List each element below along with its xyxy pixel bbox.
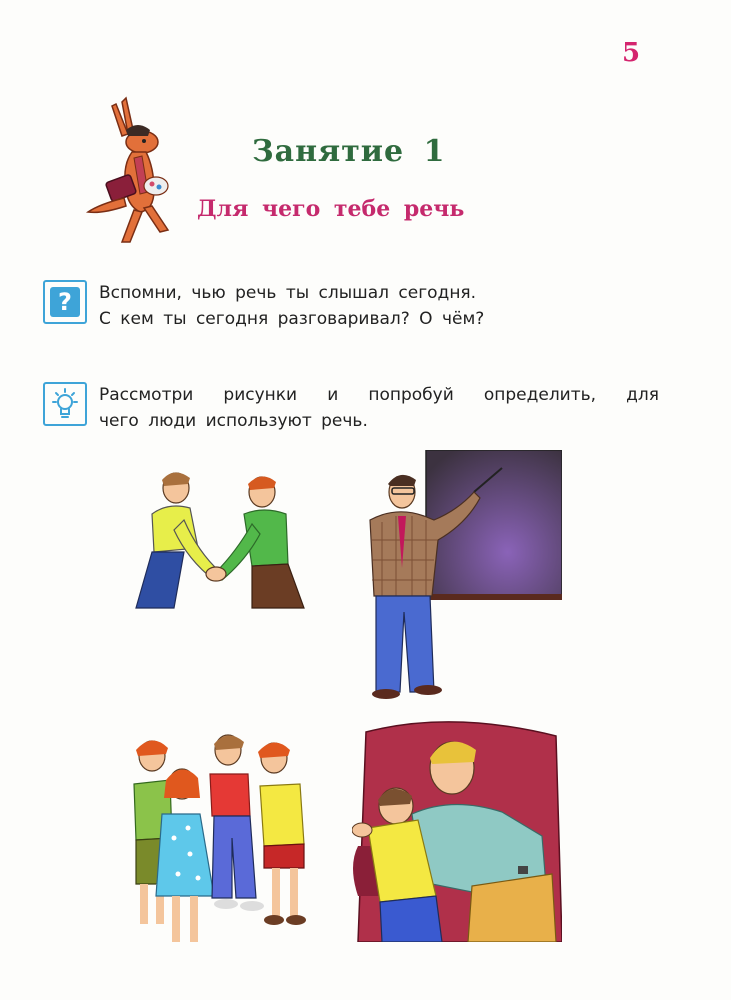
kangaroo-mascot-illustration bbox=[82, 94, 172, 249]
task-line: чего люди используют речь. bbox=[99, 411, 368, 431]
children-group-illustration bbox=[128, 728, 328, 954]
task-observe-text bbox=[99, 382, 663, 434]
question-icon-box bbox=[43, 280, 87, 324]
teacher-illustration bbox=[362, 450, 562, 700]
lightbulb-icon bbox=[48, 387, 82, 421]
handshake-illustration bbox=[128, 468, 314, 610]
task-question-text bbox=[99, 280, 663, 332]
comforting-illustration bbox=[352, 716, 562, 942]
question-icon: ? bbox=[50, 287, 80, 317]
lesson-title: Занятие 1 bbox=[252, 134, 446, 169]
page-number: 5 bbox=[622, 38, 641, 68]
task-question bbox=[43, 280, 663, 340]
task-line: Вспомни, чью речь ты слышал сегодня. bbox=[99, 283, 477, 303]
task-line: Рассмотри рисунки и попробуй определить, для bbox=[99, 385, 659, 405]
lesson-subtitle: Для чего тебе речь bbox=[197, 196, 465, 222]
task-line: С кем ты сегодня разговаривал? О чём? bbox=[99, 309, 485, 329]
lightbulb-icon-box bbox=[43, 382, 87, 426]
task-observe bbox=[43, 382, 663, 442]
